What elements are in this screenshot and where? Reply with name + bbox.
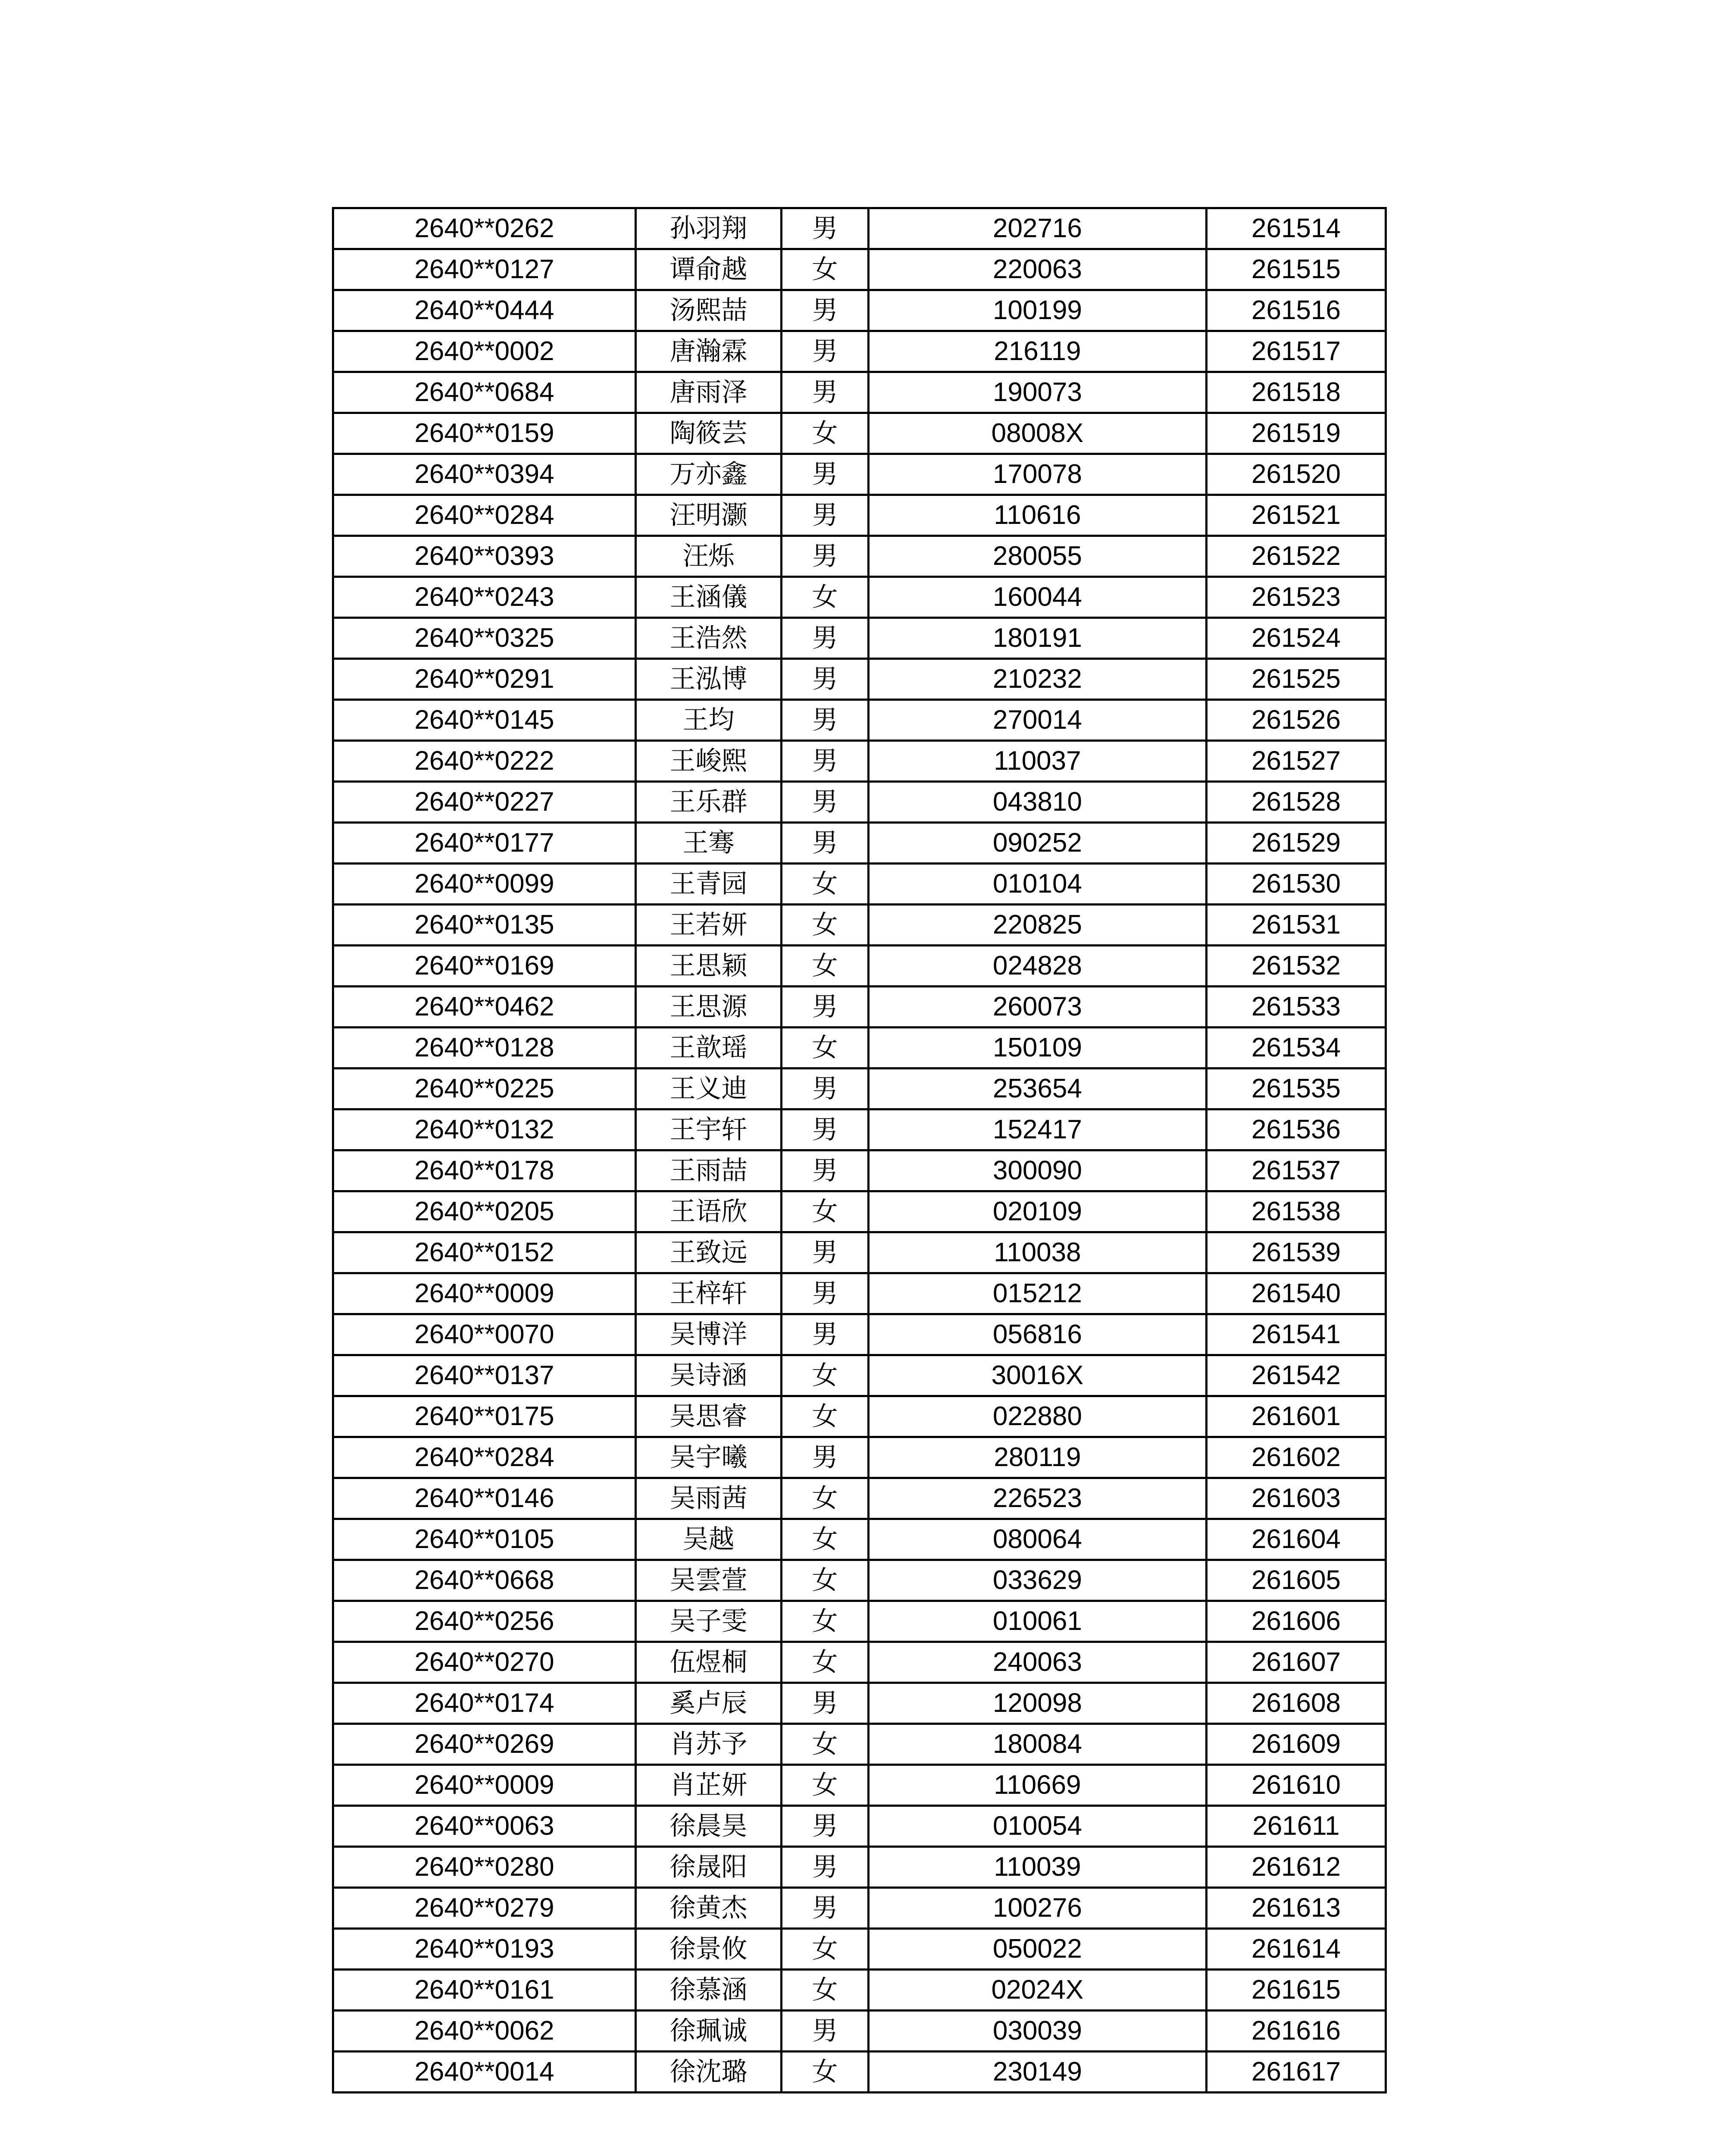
table-row [333,1601,1386,1642]
gender-cell: 女 [782,1478,869,1519]
gender-cell: 男 [782,1847,869,1888]
id-cell: 2640**0462 [333,987,636,1028]
seq-cell: 261613 [1207,1888,1386,1929]
table-row [333,454,1386,495]
seq-cell: 261539 [1207,1232,1386,1273]
seq-cell: 261524 [1207,618,1386,659]
gender-cell: 男 [782,741,869,782]
seq-cell: 261610 [1207,1765,1386,1806]
table-row [333,1724,1386,1765]
code-cell: 110616 [869,495,1207,536]
seq-cell: 261534 [1207,1028,1386,1069]
code-cell: 150109 [869,1028,1207,1069]
table-row [333,1437,1386,1478]
id-cell: 2640**0262 [333,208,636,249]
gender-cell: 女 [782,864,869,905]
name-cell: 吴宇曦 [636,1437,782,1478]
name-cell: 王雨喆 [636,1150,782,1191]
id-cell: 2640**0444 [333,290,636,331]
name-cell: 王义迪 [636,1069,782,1109]
table-row [333,2011,1386,2052]
seq-cell: 261530 [1207,864,1386,905]
name-cell: 肖芷妍 [636,1765,782,1806]
id-cell: 2640**0280 [333,1847,636,1888]
gender-cell: 女 [782,1396,869,1437]
gender-cell: 男 [782,1232,869,1273]
id-cell: 2640**0159 [333,413,636,454]
seq-cell: 261611 [1207,1806,1386,1847]
code-cell: 152417 [869,1109,1207,1150]
table-row [333,1478,1386,1519]
gender-cell: 女 [782,1028,869,1069]
name-cell: 吴雲萱 [636,1560,782,1601]
name-cell: 吴雨茜 [636,1478,782,1519]
name-cell: 王语欣 [636,1191,782,1232]
seq-cell: 261531 [1207,905,1386,946]
name-cell: 王涵儀 [636,577,782,618]
table-row [333,1519,1386,1560]
id-cell: 2640**0145 [333,700,636,741]
id-cell: 2640**0128 [333,1028,636,1069]
name-cell: 王致远 [636,1232,782,1273]
table-row [333,1970,1386,2011]
gender-cell: 男 [782,618,869,659]
seq-cell: 261522 [1207,536,1386,577]
name-cell: 奚卢辰 [636,1683,782,1724]
code-cell: 090252 [869,823,1207,864]
name-cell: 王骞 [636,823,782,864]
code-cell: 202716 [869,208,1207,249]
table-row [333,1765,1386,1806]
id-cell: 2640**0099 [333,864,636,905]
code-cell: 260073 [869,987,1207,1028]
gender-cell: 男 [782,1109,869,1150]
name-cell: 王峻熙 [636,741,782,782]
gender-cell: 男 [782,823,869,864]
table-row [333,1191,1386,1232]
table-row [333,1888,1386,1929]
name-cell: 吴思睿 [636,1396,782,1437]
table-row [333,1806,1386,1847]
gender-cell: 女 [782,1355,869,1396]
gender-cell: 女 [782,1929,869,1970]
code-cell: 110669 [869,1765,1207,1806]
code-cell: 230149 [869,2052,1207,2093]
seq-cell: 261605 [1207,1560,1386,1601]
code-cell: 010104 [869,864,1207,905]
name-cell: 徐沈璐 [636,2052,782,2093]
gender-cell: 女 [782,946,869,987]
name-cell: 王青园 [636,864,782,905]
code-cell: 050022 [869,1929,1207,1970]
id-cell: 2640**0009 [333,1273,636,1314]
name-cell: 汤熙喆 [636,290,782,331]
gender-cell: 女 [782,577,869,618]
table-row [333,536,1386,577]
code-cell: 110038 [869,1232,1207,1273]
gender-cell: 男 [782,2011,869,2052]
id-cell: 2640**0256 [333,1601,636,1642]
code-cell: 110039 [869,1847,1207,1888]
gender-cell: 男 [782,700,869,741]
name-cell: 吴诗涵 [636,1355,782,1396]
name-cell: 徐晨昊 [636,1806,782,1847]
id-cell: 2640**0325 [333,618,636,659]
table-row [333,1642,1386,1683]
table-row [333,700,1386,741]
table-row [333,905,1386,946]
code-cell: 010054 [869,1806,1207,1847]
name-cell: 王思颖 [636,946,782,987]
code-cell: 024828 [869,946,1207,987]
gender-cell: 女 [782,1191,869,1232]
gender-cell: 女 [782,1642,869,1683]
code-cell: 010061 [869,1601,1207,1642]
seq-cell: 261526 [1207,700,1386,741]
code-cell: 022880 [869,1396,1207,1437]
id-cell: 2640**0070 [333,1314,636,1355]
table-row [333,1273,1386,1314]
id-cell: 2640**0178 [333,1150,636,1191]
name-cell: 唐瀚霖 [636,331,782,372]
gender-cell: 女 [782,1765,869,1806]
table-row [333,987,1386,1028]
seq-cell: 261607 [1207,1642,1386,1683]
table-row [333,1396,1386,1437]
table-row [333,823,1386,864]
id-cell: 2640**0002 [333,331,636,372]
seq-cell: 261617 [1207,2052,1386,2093]
student-table [332,207,1387,2093]
name-cell: 吴博洋 [636,1314,782,1355]
gender-cell: 女 [782,249,869,290]
table-row [333,1683,1386,1724]
table-row [333,290,1386,331]
seq-cell: 261614 [1207,1929,1386,1970]
name-cell: 孙羽翔 [636,208,782,249]
seq-cell: 261528 [1207,782,1386,823]
seq-cell: 261527 [1207,741,1386,782]
code-cell: 056816 [869,1314,1207,1355]
code-cell: 253654 [869,1069,1207,1109]
seq-cell: 261515 [1207,249,1386,290]
seq-cell: 261535 [1207,1069,1386,1109]
gender-cell: 男 [782,1273,869,1314]
seq-cell: 261521 [1207,495,1386,536]
code-cell: 100199 [869,290,1207,331]
code-cell: 160044 [869,577,1207,618]
id-cell: 2640**0243 [333,577,636,618]
seq-cell: 261537 [1207,1150,1386,1191]
table-row [333,1314,1386,1355]
seq-cell: 261523 [1207,577,1386,618]
code-cell: 180191 [869,618,1207,659]
table-row [333,413,1386,454]
id-cell: 2640**0269 [333,1724,636,1765]
code-cell: 08008X [869,413,1207,454]
table-body [333,208,1386,2093]
gender-cell: 男 [782,987,869,1028]
seq-cell: 261514 [1207,208,1386,249]
code-cell: 120098 [869,1683,1207,1724]
name-cell: 徐晟阳 [636,1847,782,1888]
code-cell: 190073 [869,372,1207,413]
seq-cell: 261516 [1207,290,1386,331]
seq-cell: 261518 [1207,372,1386,413]
table-row [333,1847,1386,1888]
gender-cell: 男 [782,290,869,331]
seq-cell: 261604 [1207,1519,1386,1560]
seq-cell: 261529 [1207,823,1386,864]
name-cell: 汪烁 [636,536,782,577]
code-cell: 020109 [869,1191,1207,1232]
seq-cell: 261616 [1207,2011,1386,2052]
gender-cell: 男 [782,659,869,700]
gender-cell: 女 [782,1601,869,1642]
table-row [333,495,1386,536]
name-cell: 王歆瑶 [636,1028,782,1069]
table-row [333,1028,1386,1069]
code-cell: 220825 [869,905,1207,946]
id-cell: 2640**0284 [333,495,636,536]
name-cell: 王乐群 [636,782,782,823]
id-cell: 2640**0668 [333,1560,636,1601]
table-row [333,1109,1386,1150]
gender-cell: 男 [782,454,869,495]
table-row [333,1150,1386,1191]
table-row [333,618,1386,659]
gender-cell: 男 [782,208,869,249]
name-cell: 吴子雯 [636,1601,782,1642]
table-row [333,946,1386,987]
name-cell: 王均 [636,700,782,741]
name-cell: 王宇轩 [636,1109,782,1150]
seq-cell: 261519 [1207,413,1386,454]
id-cell: 2640**0161 [333,1970,636,2011]
table-row [333,1232,1386,1273]
id-cell: 2640**0193 [333,1929,636,1970]
seq-cell: 261520 [1207,454,1386,495]
code-cell: 170078 [869,454,1207,495]
id-cell: 2640**0393 [333,536,636,577]
table-row [333,208,1386,249]
code-cell: 280055 [869,536,1207,577]
id-cell: 2640**0227 [333,782,636,823]
gender-cell: 女 [782,413,869,454]
code-cell: 100276 [869,1888,1207,1929]
code-cell: 210232 [869,659,1207,700]
id-cell: 2640**0279 [333,1888,636,1929]
code-cell: 30016X [869,1355,1207,1396]
gender-cell: 男 [782,536,869,577]
code-cell: 216119 [869,331,1207,372]
gender-cell: 男 [782,1437,869,1478]
table-row [333,1560,1386,1601]
name-cell: 王浩然 [636,618,782,659]
code-cell: 270014 [869,700,1207,741]
id-cell: 2640**0105 [333,1519,636,1560]
table-row [333,864,1386,905]
name-cell: 王若妍 [636,905,782,946]
table-row [333,1355,1386,1396]
gender-cell: 男 [782,1806,869,1847]
table-row [333,249,1386,290]
seq-cell: 261542 [1207,1355,1386,1396]
table-row [333,577,1386,618]
table-row [333,659,1386,700]
id-cell: 2640**0135 [333,905,636,946]
seq-cell: 261540 [1207,1273,1386,1314]
table-row [333,741,1386,782]
seq-cell: 261601 [1207,1396,1386,1437]
id-cell: 2640**0146 [333,1478,636,1519]
code-cell: 280119 [869,1437,1207,1478]
id-cell: 2640**0009 [333,1765,636,1806]
table-row [333,782,1386,823]
id-cell: 2640**0169 [333,946,636,987]
gender-cell: 女 [782,2052,869,2093]
code-cell: 220063 [869,249,1207,290]
table-row [333,1069,1386,1109]
code-cell: 240063 [869,1642,1207,1683]
code-cell: 300090 [869,1150,1207,1191]
code-cell: 110037 [869,741,1207,782]
name-cell: 唐雨泽 [636,372,782,413]
id-cell: 2640**0175 [333,1396,636,1437]
gender-cell: 男 [782,1888,869,1929]
id-cell: 2640**0177 [333,823,636,864]
table-row [333,1929,1386,1970]
name-cell: 谭俞越 [636,249,782,290]
id-cell: 2640**0014 [333,2052,636,2093]
id-cell: 2640**0127 [333,249,636,290]
id-cell: 2640**0225 [333,1069,636,1109]
name-cell: 陶筱芸 [636,413,782,454]
seq-cell: 261533 [1207,987,1386,1028]
name-cell: 徐珮诚 [636,2011,782,2052]
id-cell: 2640**0063 [333,1806,636,1847]
id-cell: 2640**0132 [333,1109,636,1150]
name-cell: 徐慕涵 [636,1970,782,2011]
id-cell: 2640**0137 [333,1355,636,1396]
id-cell: 2640**0291 [333,659,636,700]
code-cell: 015212 [869,1273,1207,1314]
seq-cell: 261609 [1207,1724,1386,1765]
gender-cell: 男 [782,1683,869,1724]
id-cell: 2640**0394 [333,454,636,495]
seq-cell: 261536 [1207,1109,1386,1150]
code-cell: 180084 [869,1724,1207,1765]
gender-cell: 男 [782,1069,869,1109]
code-cell: 033629 [869,1560,1207,1601]
code-cell: 043810 [869,782,1207,823]
gender-cell: 男 [782,782,869,823]
name-cell: 伍煜桐 [636,1642,782,1683]
id-cell: 2640**0270 [333,1642,636,1683]
code-cell: 02024X [869,1970,1207,2011]
seq-cell: 261603 [1207,1478,1386,1519]
seq-cell: 261602 [1207,1437,1386,1478]
gender-cell: 男 [782,1314,869,1355]
name-cell: 徐景攸 [636,1929,782,1970]
table-row [333,331,1386,372]
gender-cell: 女 [782,905,869,946]
seq-cell: 261615 [1207,1970,1386,2011]
id-cell: 2640**0152 [333,1232,636,1273]
seq-cell: 261525 [1207,659,1386,700]
name-cell: 万亦鑫 [636,454,782,495]
gender-cell: 男 [782,372,869,413]
gender-cell: 女 [782,1724,869,1765]
seq-cell: 261517 [1207,331,1386,372]
gender-cell: 男 [782,331,869,372]
id-cell: 2640**0284 [333,1437,636,1478]
seq-cell: 261606 [1207,1601,1386,1642]
gender-cell: 女 [782,1519,869,1560]
seq-cell: 261532 [1207,946,1386,987]
code-cell: 226523 [869,1478,1207,1519]
gender-cell: 女 [782,1970,869,2011]
name-cell: 吴越 [636,1519,782,1560]
name-cell: 汪明灏 [636,495,782,536]
id-cell: 2640**0684 [333,372,636,413]
seq-cell: 261541 [1207,1314,1386,1355]
id-cell: 2640**0062 [333,2011,636,2052]
name-cell: 王梓轩 [636,1273,782,1314]
name-cell: 王泓博 [636,659,782,700]
id-cell: 2640**0222 [333,741,636,782]
name-cell: 徐黄杰 [636,1888,782,1929]
name-cell: 王思源 [636,987,782,1028]
seq-cell: 261608 [1207,1683,1386,1724]
id-cell: 2640**0174 [333,1683,636,1724]
seq-cell: 261612 [1207,1847,1386,1888]
gender-cell: 男 [782,495,869,536]
name-cell: 肖苏予 [636,1724,782,1765]
code-cell: 030039 [869,2011,1207,2052]
table-row [333,372,1386,413]
gender-cell: 男 [782,1150,869,1191]
code-cell: 080064 [869,1519,1207,1560]
seq-cell: 261538 [1207,1191,1386,1232]
table-row [333,2052,1386,2093]
gender-cell: 女 [782,1560,869,1601]
id-cell: 2640**0205 [333,1191,636,1232]
